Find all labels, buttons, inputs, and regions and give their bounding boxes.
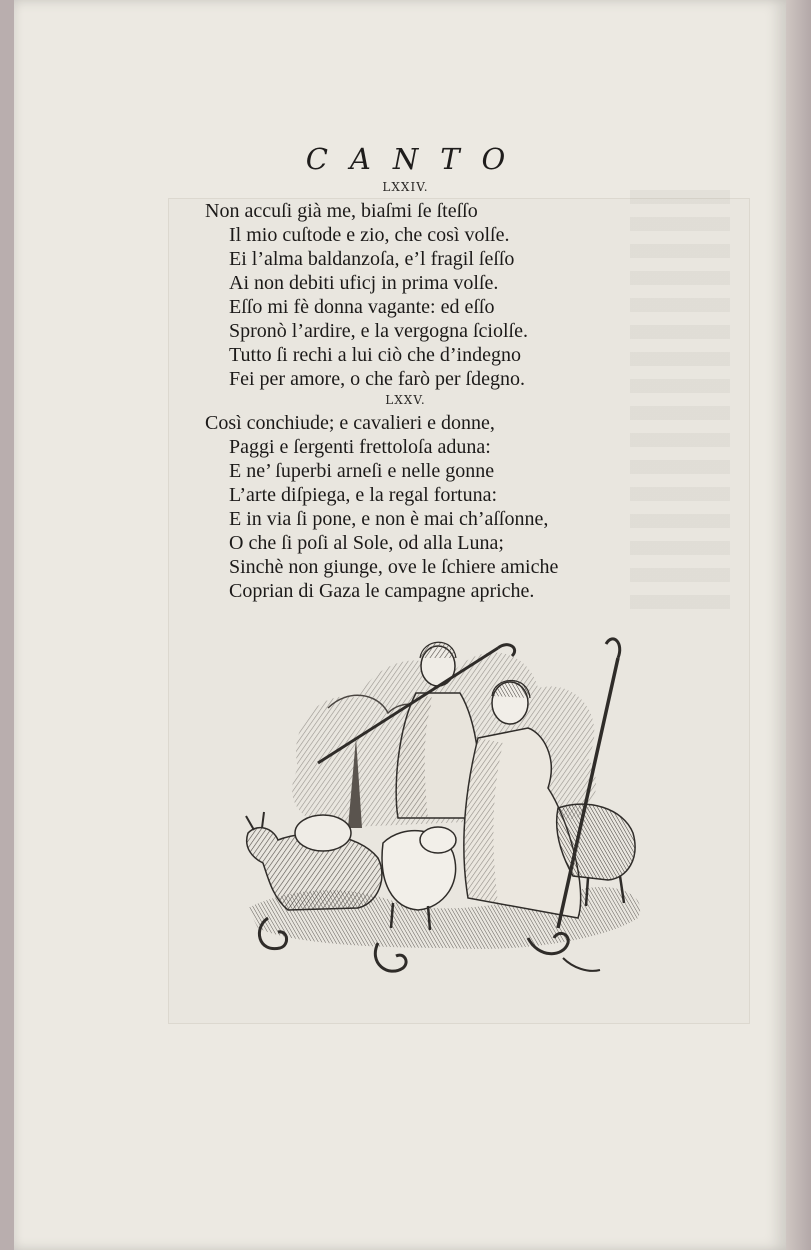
verse-line: Non accuſi già me, biaſmi ſe ſteſſo [205, 200, 478, 222]
verse-line: Paggi e ſergenti frettoloſa aduna: [229, 436, 491, 458]
verse-line: Eſſo mi fè donna vagante: ed eſſo [229, 296, 495, 318]
verse-line: Il mio cuſtode e zio, che così volſe. [229, 224, 510, 246]
stanza-number-lxxiv: LXXIV. [382, 180, 429, 194]
stanza-number-lxxv: LXXV. [385, 393, 426, 407]
verse-line: Coprian di Gaza le campagne apriche. [229, 580, 535, 602]
verse-line: Ei l’alma baldanzoſa, e’l fragil ſeſſo [229, 248, 515, 270]
verse-line: O che ſi poſi al Sole, od alla Luna; [229, 532, 504, 554]
verse-line: Tutto ſi rechi a lui ciò che d’indegno [229, 344, 521, 366]
verse-line: Ai non debiti uficj in prima volſe. [229, 272, 499, 294]
verse-line: E ne’ ſuperbi arneſi e nelle gonne [229, 460, 495, 482]
verse-line: E in via ſi pone, e non è mai ch’aſſonne, [229, 508, 549, 530]
stanza-lxxiv [205, 199, 765, 391]
verse-line: Sinchè non giunge, ove le ſchiere amiche [229, 556, 559, 578]
verse-line: Spronò l’ardire, e la vergogna ſciolſe. [229, 320, 528, 342]
verse-line: Fei per amore, o che farò per ſdegno. [229, 368, 525, 390]
shepherdess-engraving-icon [228, 618, 668, 990]
verse-line: L’arte diſpiega, e la regal fortuna: [229, 484, 498, 506]
canto-heading: CANTO [305, 142, 528, 176]
stanza-lxxv [205, 411, 765, 603]
verse-line: Così conchiude; e cavalieri e donne, [205, 412, 495, 434]
